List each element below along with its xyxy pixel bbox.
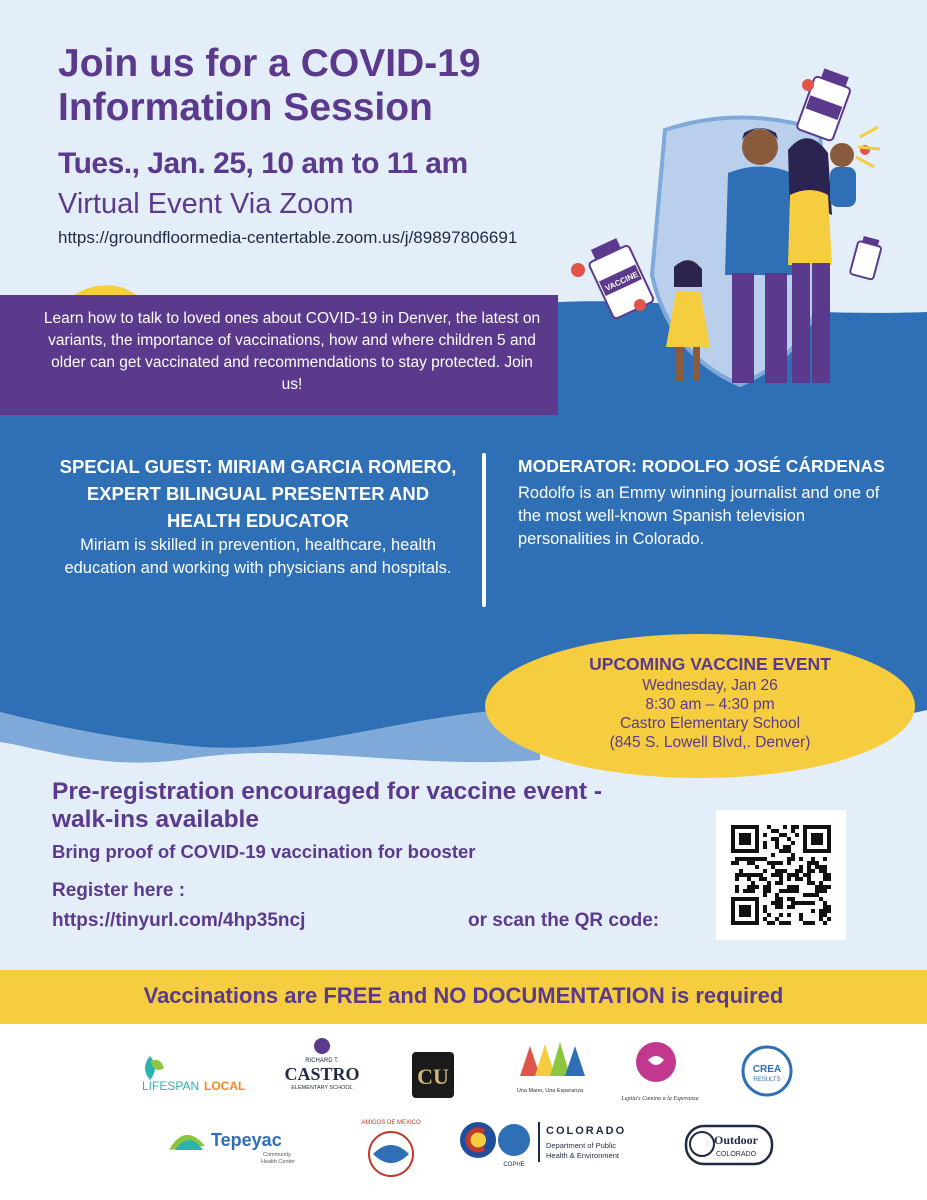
moderator-section: [518, 453, 898, 551]
svg-text:Outdoor: Outdoor: [713, 1133, 759, 1147]
svg-text:LIFESPAN: LIFESPAN: [142, 1079, 200, 1093]
lupitas-logo: [612, 1034, 708, 1106]
section-divider: [482, 453, 486, 607]
sponsor-logos: [0, 1024, 927, 1200]
svg-text:CASTRO: CASTRO: [284, 1064, 360, 1084]
amigos-de-mexico-logo: [360, 1110, 422, 1186]
svg-text:CU: CU: [417, 1064, 449, 1089]
upcoming-time: 8:30 am – 4:30 pm: [645, 696, 775, 713]
svg-text:CREA: CREA: [752, 1064, 782, 1075]
crea-results-logo: [740, 1044, 794, 1098]
upcoming-vaccine-event: [520, 652, 900, 752]
zoom-link[interactable]: https://groundfloormedia-centertable.zoom.us/j/89897806691: [58, 228, 518, 247]
upcoming-address: (845 S. Lowell Blvd,. Denver): [609, 734, 811, 751]
intro-box: [0, 295, 558, 415]
castro-school-logo: [283, 1036, 361, 1096]
moderator-title: MODERATOR: RODOLFO JOSÉ CÁRDENAS: [518, 456, 885, 476]
intro-text: Learn how to talk to loved ones about COVID-19 in Denver, the latest on variants, the importance of vaccinations, how and where children 5 and older can get vaccinated and recommendations to stay protected. Join us!: [43, 310, 541, 393]
svg-text:Tepeyac: Tepeyac: [211, 1130, 282, 1150]
free-banner-text: Vaccinations are FREE and NO DOCUMENTATION is required: [143, 983, 784, 1008]
svg-text:COLORADO: COLORADO: [546, 1125, 627, 1137]
upcoming-location: Castro Elementary School: [619, 715, 801, 732]
tepeyac-logo: [165, 1116, 315, 1172]
svg-text:RESULTS: RESULTS: [753, 1077, 781, 1083]
cdphe-logo: [456, 1118, 656, 1170]
vaccine-vial-top-icon: [796, 66, 854, 141]
svg-text:RICHARD T.: RICHARD T.: [305, 1058, 339, 1064]
page-title: [58, 42, 618, 130]
svg-text:AMIGOS DE MEXICO: AMIGOS DE MEXICO: [361, 1120, 421, 1126]
register-link[interactable]: https://tinyurl.com/4hp35ncj: [52, 910, 306, 931]
outdoor-colorado-logo: [684, 1122, 774, 1168]
guest-description: Miriam is skilled in prevention, healthcare, health education and working with physicians and hospitals.: [64, 536, 452, 577]
booster-note: Bring proof of COVID-19 vaccination for booster: [52, 841, 476, 862]
svg-text:Community: Community: [263, 1152, 291, 1158]
svg-text:Health & Environment: Health & Environment: [546, 1151, 619, 1160]
svg-text:Department of Public: Department of Public: [546, 1141, 617, 1150]
svg-text:Health Center: Health Center: [261, 1159, 295, 1165]
svg-text:COLORADO: COLORADO: [715, 1151, 757, 1158]
svg-text:ELEMENTARY SCHOOL: ELEMENTARY SCHOOL: [291, 1085, 353, 1091]
preregistration-headline: Pre-registration encouraged for vaccine event - walk-ins available: [52, 778, 603, 833]
svg-text:VACCINE: VACCINE: [603, 269, 640, 293]
title-line-1: Join us for a COVID-19: [58, 42, 481, 85]
register-label: Register here :: [52, 880, 186, 901]
qr-code-icon: [716, 810, 846, 940]
lifespan-local-logo: [138, 1046, 268, 1096]
svg-text:COPHE: COPHE: [503, 1162, 525, 1168]
upcoming-day: Wednesday, Jan 26: [642, 677, 778, 694]
moderator-description: Rodolfo is an Emmy winning journalist and one of the most well-known Spanish television personalities in Colorado.: [518, 484, 880, 548]
free-banner: [0, 970, 927, 1024]
title-line-2: Information Session: [58, 86, 433, 129]
event-date-time: Tues., Jan. 25, 10 am to 11 am: [58, 147, 468, 180]
scan-qr-label: or scan the QR code:: [468, 910, 660, 931]
cu-logo: [410, 1050, 456, 1100]
svg-text:Una Mano, Una Esperanza: Una Mano, Una Esperanza: [516, 1088, 584, 1094]
guest-title: SPECIAL GUEST: MIRIAM GARCIA ROMERO, EXPERT BILINGUAL PRESENTER AND HEALTH EDUCATOR: [59, 456, 457, 531]
upcoming-title: UPCOMING VACCINE EVENT: [589, 654, 831, 674]
una-mano-logo: [500, 1036, 600, 1100]
event-format: Virtual Event Via Zoom: [58, 188, 354, 220]
svg-text:Lupita's Camino a la Esperanza: Lupita's Camino a la Esperanza: [621, 1096, 699, 1102]
special-guest-section: [48, 453, 468, 580]
svg-text:LOCAL: LOCAL: [204, 1079, 246, 1093]
qr-code[interactable]: [716, 810, 846, 940]
